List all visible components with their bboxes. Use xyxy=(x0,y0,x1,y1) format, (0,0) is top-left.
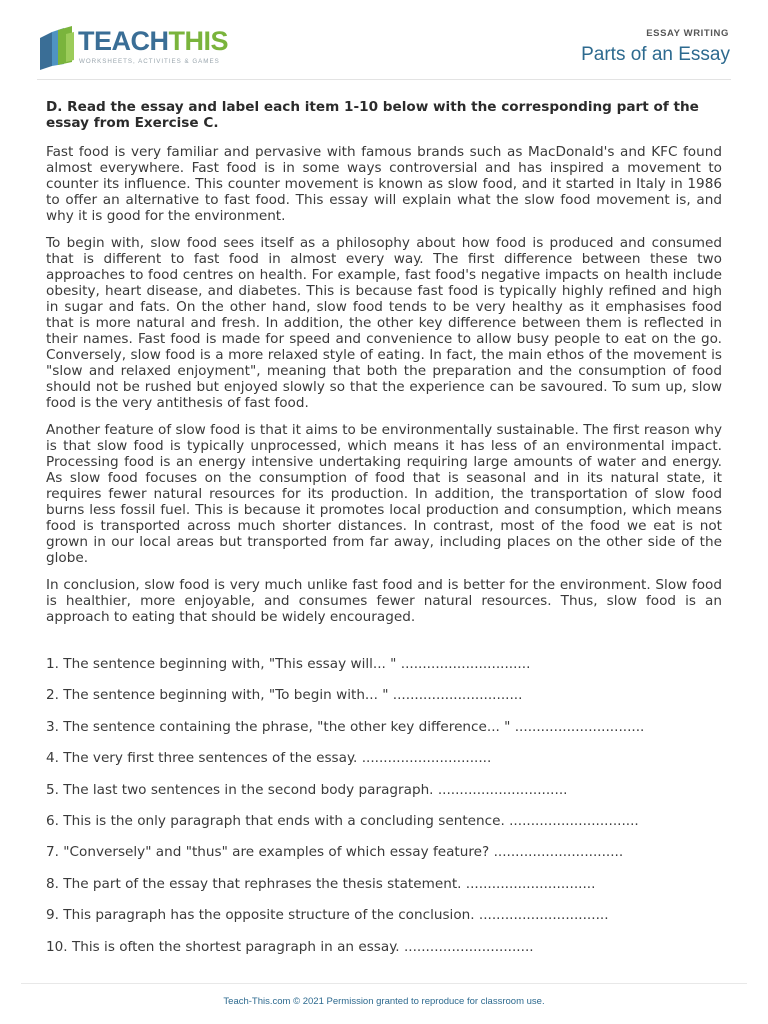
brand-name-part1: TEACH xyxy=(78,26,169,56)
labeling-items-list xyxy=(46,656,722,970)
list-item: 7. "Conversely" and "thus" are examples of which essay feature? .............................. xyxy=(46,844,624,861)
copyright-footer: Teach-This.com © 2021 Permission granted to reproduce for classroom use. xyxy=(223,996,545,1007)
brand-tagline: WORKSHEETS, ACTIVITIES & GAMES xyxy=(79,58,220,65)
exercise-instruction: D. Read the essay and label each item 1-10 below with the corresponding part of the essay from Exercise C. xyxy=(46,99,699,131)
list-item: 4. The very first three sentences of the essay. .............................. xyxy=(46,750,492,767)
header-divider xyxy=(37,79,731,80)
list-item: 2. The sentence beginning with, "To begin with... " .............................. xyxy=(46,687,523,704)
page-title: Parts of an Essay xyxy=(581,44,730,65)
essay-body-paragraph-1: To begin with, slow food sees itself as a philosophy about how food is produced and consumed that is different to fast food in almost every way. The first difference between these two approaches to food centres on health. For example, fast food's negative impacts on health include obesity, heart disease, and diabetes. This is because fast food is typically highly refined and high in sugar and fats. On the other hand, slow food tends to be very healthy as it emphasises food that is more natural and fresh. In addition, the other key difference between them is reflected in their names. Fast food is made for speed and convenience to allow busy people to eat on the go. Conversely, slow food is a more relaxed style of eating. In fact, the main ethos of the movement is "slow and relaxed enjoyment", meaning that both the preparation and the consumption of food should not be rushed but enjoyed slowly so that the experience can be savoured. To sum up, slow food is the very antithesis of fast food. xyxy=(46,235,722,411)
list-item: 8. The part of the essay that rephrases the thesis statement. .............................. xyxy=(46,875,596,892)
worksheet-content xyxy=(46,99,722,636)
list-item: 10. This is often the shortest paragraph in an essay. .............................. xyxy=(46,938,534,955)
brand-name-part2: THIS xyxy=(168,26,229,56)
footer-divider xyxy=(21,983,747,984)
list-item: 5. The last two sentences in the second body paragraph. .............................. xyxy=(46,781,568,798)
list-item: 9. This paragraph has the opposite structure of the conclusion. .............................. xyxy=(46,907,609,924)
essay-introduction: Fast food is very familiar and pervasive with famous brands such as MacDonald's and KFC found almost everywhere. Fast food is in some ways controversial and has inspired a movement to counter its influence. This counter movement is known as slow food, and it started in Italy in 1986 to offer an alternative to fast food. This essay will explain what the slow food movement is, and why it is good for the environment. xyxy=(46,144,722,224)
essay-body-paragraph-2: Another feature of slow food is that it aims to be environmentally sustainable. The first reason why is that slow food is typically unprocessed, which means it has less of an environmental impact. Processing food is an energy intensive undertaking requiring large amounts of water and energy. As slow food focuses on the consumption of food that is seasonal and in its natural state, it requires fewer natural resources for its production. In addition, the transportation of slow food burns less fossil fuel. This is because it promotes local production and consumption, which means food is transported across much shorter distances. In contrast, most of the food we eat is not grown in our local areas but transported from far away, including places on the other side of the globe. xyxy=(46,422,722,566)
list-item: 3. The sentence containing the phrase, "the other key difference... " .............................. xyxy=(46,718,645,735)
brand-name xyxy=(78,26,228,56)
essay-conclusion: In conclusion, slow food is very much unlike fast food and is better for the environment. Slow food is healthier, more enjoyable, and consumes fewer natural resources. Thus, slow food is an approach to eating that should be widely encouraged. xyxy=(46,577,722,625)
list-item: 1. The sentence beginning with, "This essay will... " .............................. xyxy=(46,656,531,672)
section-kicker: ESSAY WRITING xyxy=(646,28,729,39)
list-item: 6. This is the only paragraph that ends with a concluding sentence. .............................. xyxy=(46,812,639,829)
